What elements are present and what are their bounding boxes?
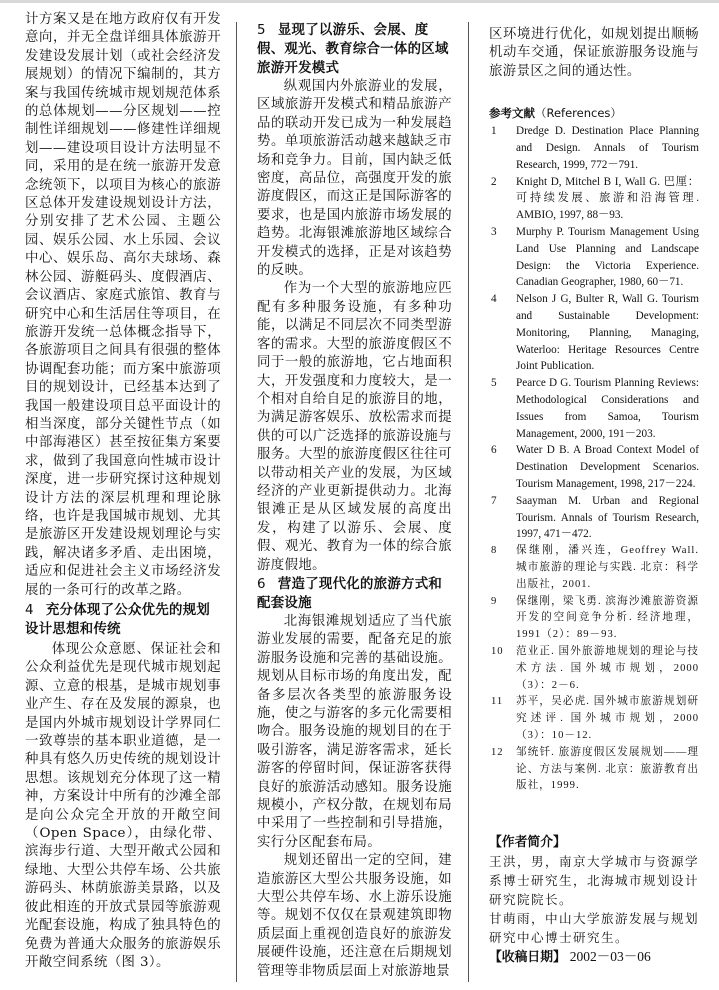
reference-text: Nelson J G, Bulter R, Wall G. Tourism and Sustainable Development: Monitoring, Planning, Managing, Waterloo: Heritage Resources Centre Joint Publication. [516, 293, 699, 373]
reference-number: 7 [491, 494, 497, 507]
reference-item [489, 543, 699, 593]
reference-item [489, 375, 699, 442]
reference-text: 保继刚，梁飞勇. 滨海沙滩旅游资源开发的空间竞争分析. 经济地理，1991（2）：89－93. [516, 595, 699, 641]
reference-text: 苏平，吴必虎. 国外城市旅游规划研究述评. 国外城市规划，2000（3）：10－12. [516, 696, 699, 741]
section-title: 营造了现代化的旅游方式和配套设施 [257, 576, 443, 611]
reference-item [489, 174, 699, 224]
section-heading-5 [257, 21, 452, 78]
section-heading-6 [257, 575, 452, 613]
references-title: 参考文献 [489, 106, 535, 121]
author-bio: 甘萌雨，中山大学旅游发展与规划研究中心博士研究生。 [489, 911, 699, 946]
references-title-en: （References） [535, 106, 622, 121]
reference-number: 8 [491, 545, 498, 557]
paragraph-continued: 计方案又是在地方政府仅有开发意向，并无全盘详细具体旅游开发建设发展计划（或社会经济发展规划）的情况下编制的，其方案与我国传统城市规划规范体系的总体规划——分区规划——控制性详细规划——修建性详细规划——建设项目设计方法明显不同，采用的是在统一旅游开发意念统领下，以项目为核心的旅游区总体开发建设规划设计方法，分别安排了艺术公园、主题公园、娱乐公园、水上乐园、会议中心、娱乐岛、高尔夫球场、森林公园、游艇码头、度假酒店、会议酒店、家庭式旅馆、教育与研究中心和生活居住等项目，在旅游开发统一总体概念指导下，各旅游项目之间具有很强的整体协调配套功能；而方案中旅游项目的规划设计，已经基本达到了我国一般建设项目总平面设计的相当深度，部分关键性节点（如中部海港区）甚至按征集方案要求，做到了我国意向性城市设计深度，进一步研究探讨这种规划设计方法的深层机理和理论脉络，也许是我国城市规划、尤其是旅游区开发建设规划理论与实践，解决诸多矛盾、走出困境，适应和促进社会主义市场经济发展的一条可行的改革之路。 [25, 12, 221, 598]
reference-item [489, 745, 699, 795]
column-divider [236, 22, 237, 982]
paragraph-continued: 区环境进行优化，如规划提出顺畅机动车交通，保证旅游服务设施与旅游景区之间的通达性。 [489, 27, 699, 79]
reference-item [489, 594, 699, 644]
section-title: 充分体现了公众优先的规划设计思想和传统 [25, 603, 211, 637]
reference-item [489, 694, 699, 744]
received-date-value: 2002－03－06 [569, 949, 651, 965]
reference-text: Saayman M. Urban and Regional Tourism. Annals of Tourism Research, 1997, 471－472. [516, 494, 699, 541]
received-date [489, 947, 699, 967]
reference-item [489, 123, 699, 173]
reference-number: 2 [491, 175, 497, 188]
paragraph: 纵观国内外旅游业的发展，区域旅游开发模式和精品旅游产品的联动开发已成为一种发展趋势。单项旅游活动越来越缺乏市场和竞争力。目前，国内缺乏低密度，高品位，高强度开发的旅游度假区，而这正是国际游客的要求，也是国内旅游市场发展的趋势。北海银滩旅游地区域综合开发模式的选择，正是对该趋势的反映。 [257, 79, 452, 279]
author-bio: 王洪，男，南京大学城市与资源学系博士研究生，北海城市规划设计研究院院长。 [489, 854, 699, 908]
reference-number: 4 [491, 293, 497, 306]
reference-text: 邹统钎. 旅游度假区发展规划——理论、方法与案例. 北京：旅游教育出版社，1999. [516, 746, 699, 792]
reference-number: 1 [491, 125, 497, 138]
paragraph: 北海银滩规划适应了当代旅游业发展的需要，配备充足的旅游服务设施和完善的基础设施。规划从目标市场的角度出发，配备多层次各类型的旅游服务设施，使之与游客的多元化需要相吻合。服务设施的规划目的在于吸引游客，满足游客需求，延长游客的停留时间，保证游客获得良好的旅游活动感知。服务设施规模小，产权分散，在规划布局中采用了一些控制和引导措施，实行分区配套布局。 [257, 613, 452, 850]
reference-number: 5 [491, 377, 497, 390]
reference-item [489, 442, 699, 492]
reference-text: 保继刚，潘兴连，Geoffrey Wall. 城市旅游的理论与实践. 北京：科学出版社，2001. [516, 545, 699, 590]
reference-number: 9 [491, 595, 498, 607]
reference-text: Knight D, Mitchel B I, Wall G. 巴厘：可持续发展、旅游和沿海管理. AMBIO, 1997, 88－93. [516, 175, 699, 222]
reference-item [489, 493, 699, 543]
column-divider [468, 22, 469, 982]
page-top-edge [0, 0, 719, 3]
section-title: 显现了以游乐、会展、度假、观光、教育综合一体的区域旅游开发模式 [257, 23, 449, 76]
column-middle [257, 8, 452, 981]
references-list [489, 123, 699, 795]
reference-item [489, 291, 699, 375]
section-number: 4 [25, 603, 34, 618]
received-date-label: 【收稿日期】 [489, 950, 566, 966]
reference-text: Murphy P. Tourism Management Using Land Use Planning and Landscape Design: the Victoria Experience. Canadian Geographer, 1980, 60－71. [516, 226, 699, 289]
reference-number: 10 [491, 645, 504, 657]
section-number: 5 [257, 23, 266, 38]
paragraph: 作为一个大型的旅游地应匹配有多种服务设施，有多种功能，以满足不同层次不同类型游客的需求。大型的旅游度假区不同于一般的旅游地，它占地面积大，开发强度和力度较大，是一个相对自给自足的旅游目的地，为满足游客娱乐、放松需求而提供的可以广泛选择的旅游设施与服务。大型的旅游度假区往往可以带动相关产业的发展，为区域经济的产业更新提供动力。北海银滩正是从区域发展的高度出发，构建了以游乐、会展、度假、观光、教育为一体的综合旅游度假地。 [257, 281, 452, 573]
reference-item [489, 224, 699, 291]
references-heading [489, 105, 699, 121]
paragraph: 体现公众意愿、保证社会和公众利益优先是现代城市规划起源、立意的根基，是城市规划事业产生、存在及发展的源泉，也是国内外城市规划设计学界同仁一致尊崇的基本职业道德，是一种具有悠久历史传统的规划设计思想。该规划充分体现了这一精神，方案设计中所有的沙滩全部是向公众完全开放的开敞空间（Open Space），由绿化带、滨海步行道、大型开敞式公园和绿地、大型公共停车场、公共旅游码头、林荫旅游美景路，以及彼此相连的开放式景园等旅游观光配套设施，构成了独具特色的免费为普通大众服务的旅游娱乐开敞空间系统（图 3）。 [25, 642, 221, 970]
reference-number: 11 [491, 696, 504, 708]
section-heading-4 [25, 601, 221, 639]
reference-text: Pearce D G. Tourism Planning Reviews: Methodological Considerations and Issues from Samoa, Tourism Management, 2000, 191－203. [516, 377, 699, 440]
reference-number: 3 [491, 226, 497, 238]
author-bio-heading: 【作者简介】 [489, 835, 566, 851]
reference-item [489, 644, 699, 694]
reference-text: Dredge D. Destination Place Planning and Design. Annals of Tourism Research, 1999, 772－791. [516, 125, 699, 171]
paragraph: 规划还留出一定的空间，建造旅游区大型公共服务设施，如大型公共停车场、水上游乐设施等。规划不仅仅在景观建筑即物质层面上重视创造良好的旅游发展硬件设施，还注意在后期规划管理等非物质层面上对旅游地景 [257, 853, 452, 979]
reference-text: Water D B. A Broad Context Model of Destination Development Scenarios. Tourism Management, 1998, 217－224. [516, 444, 699, 490]
column-left [25, 8, 221, 972]
column-right [489, 8, 699, 967]
reference-number: 12 [491, 746, 504, 758]
reference-text: 范业正. 国外旅游地规划的理论与技术方法. 国外城市规划，2000（3）：2－6. [516, 645, 699, 691]
section-number: 6 [257, 576, 266, 592]
reference-number: 6 [491, 444, 497, 457]
